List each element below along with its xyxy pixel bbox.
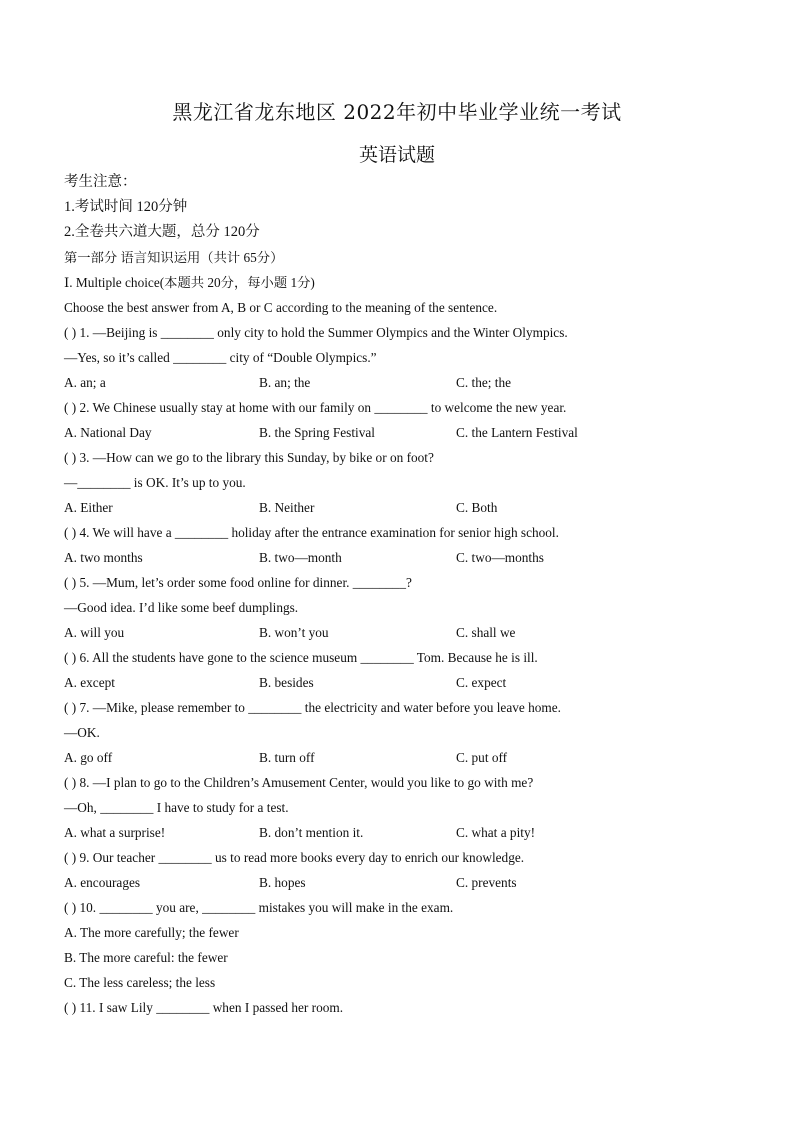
option-b: B. turn off bbox=[259, 750, 315, 765]
option-c: C. two—months bbox=[456, 550, 544, 565]
option-c: C. expect bbox=[456, 675, 507, 690]
notes-heading: 考生注意： bbox=[64, 174, 137, 190]
exam-body bbox=[64, 170, 744, 1020]
part-heading: 第一部分 语言知识运用（共计 65分） bbox=[64, 250, 284, 265]
option-b: B. two—month bbox=[259, 550, 342, 565]
option-a: A. an; a bbox=[64, 375, 106, 390]
option-b: B. besides bbox=[259, 675, 314, 690]
option-c: C. prevents bbox=[456, 875, 517, 890]
option-a: A. The more carefully; the fewer bbox=[64, 925, 239, 940]
option-a: A. encourages bbox=[64, 875, 141, 890]
answer-options bbox=[64, 545, 744, 570]
answer-options bbox=[64, 370, 744, 395]
option-a: A. except bbox=[64, 675, 115, 690]
question-stem: ( ) 8. —I plan to go to the Children’s Amusement Center, would you like to go with me? bbox=[64, 775, 534, 790]
option-c: C. what a pity! bbox=[456, 825, 536, 840]
question-stem: ( ) 2. We Chinese usually stay at home with our family on ________ to welcome the new year. bbox=[64, 400, 567, 415]
answer-options bbox=[64, 745, 744, 770]
option-b: B. won’t you bbox=[259, 625, 329, 640]
question-stem: ( ) 7. —Mike, please remember to ________ the electricity and water before you leave home. bbox=[64, 700, 561, 715]
question-continuation: —Oh, ________ I have to study for a test. bbox=[64, 800, 289, 815]
answer-options bbox=[64, 670, 744, 695]
option-c: C. The less careless; the less bbox=[64, 975, 216, 990]
option-b: B. don’t mention it. bbox=[259, 825, 364, 840]
question-stem: ( ) 3. —How can we go to the library this Sunday, by bike or on foot? bbox=[64, 450, 434, 465]
answer-options bbox=[64, 820, 744, 845]
question-stem: ( ) 5. —Mum, let’s order some food online for dinner. ________? bbox=[64, 575, 412, 590]
question-continuation: —________ is OK. It’s up to you. bbox=[64, 475, 246, 490]
option-a: A. will you bbox=[64, 625, 125, 640]
option-c: C. put off bbox=[456, 750, 508, 765]
option-b: B. hopes bbox=[259, 875, 306, 890]
question-continuation: —OK. bbox=[64, 725, 100, 740]
option-a: A. National Day bbox=[64, 425, 152, 440]
answer-options bbox=[64, 420, 744, 445]
option-b: B. The more careful: the fewer bbox=[64, 950, 228, 965]
option-a: A. go off bbox=[64, 750, 113, 765]
option-b: B. an; the bbox=[259, 375, 311, 390]
question-stem: ( ) 1. —Beijing is ________ only city to hold the Summer Olympics and the Winter Olympics. bbox=[64, 325, 568, 340]
exam-title: 黑龙江省龙东地区 2022年初中毕业学业统一考试 bbox=[172, 100, 622, 124]
exam-subtitle: 英语试题 bbox=[358, 144, 435, 166]
option-c: C. shall we bbox=[456, 625, 516, 640]
option-b: B. Neither bbox=[259, 500, 315, 515]
option-a: A. what a surprise! bbox=[64, 825, 166, 840]
option-c: C. the Lantern Festival bbox=[456, 425, 578, 440]
question-stem: ( ) 4. We will have a ________ holiday after the entrance examination for senior high school. bbox=[64, 525, 559, 540]
question-continuation: —Yes, so it’s called ________ city of “Double Olympics.” bbox=[64, 350, 377, 365]
question-stem: ( ) 11. I saw Lily ________ when I passed her room. bbox=[64, 1000, 344, 1015]
note-item: 1.考试时间 120分钟 bbox=[64, 199, 188, 215]
answer-options bbox=[64, 495, 744, 520]
question-stem: ( ) 6. All the students have gone to the science museum ________ Tom. Because he is ill. bbox=[64, 650, 538, 665]
question-continuation: —Good idea. I’d like some beef dumplings. bbox=[64, 600, 299, 615]
section-instruction: Choose the best answer from A, B or C according to the meaning of the sentence. bbox=[64, 300, 498, 315]
option-c: C. the; the bbox=[456, 375, 512, 390]
section-heading: Ⅰ. Multiple choice(本题共 20分，每小题 1分) bbox=[64, 275, 315, 290]
note-item: 2.全卷共六道大题，总分 120分 bbox=[64, 224, 260, 240]
option-c: C. Both bbox=[456, 500, 498, 515]
answer-options bbox=[64, 620, 744, 645]
answer-options bbox=[64, 870, 744, 895]
question-stem: ( ) 10. ________ you are, ________ mistakes you will make in the exam. bbox=[64, 900, 454, 915]
question-stem: ( ) 9. Our teacher ________ us to read more books every day to enrich our knowledge. bbox=[64, 850, 525, 865]
option-a: A. Either bbox=[64, 500, 113, 515]
option-b: B. the Spring Festival bbox=[259, 425, 375, 440]
option-a: A. two months bbox=[64, 550, 143, 565]
